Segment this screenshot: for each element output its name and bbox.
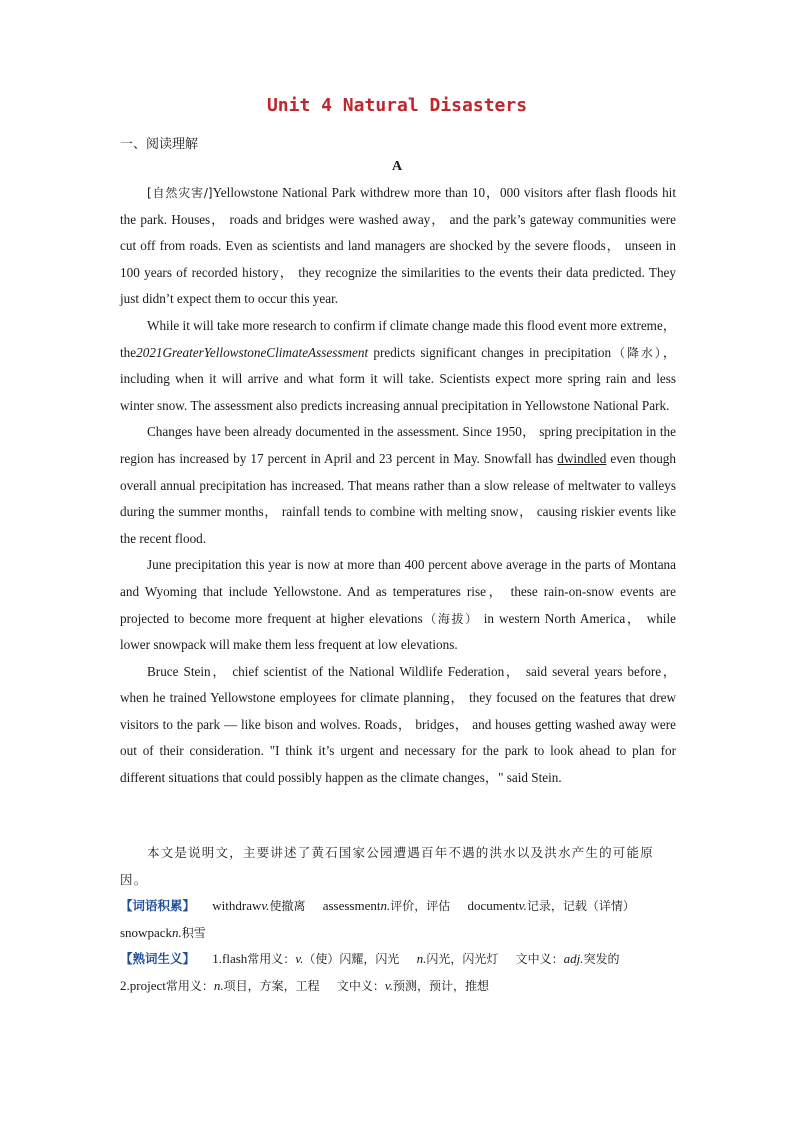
polysemy-def: 项目，方案，工程 bbox=[223, 978, 320, 993]
vocab-word: document bbox=[467, 898, 519, 914]
polysemy-pos: adj. bbox=[563, 951, 584, 967]
gloss-elevation: （海拔） bbox=[422, 611, 479, 626]
study-notes bbox=[120, 840, 676, 1000]
polysemy-def: 闪光，闪光灯 bbox=[426, 952, 499, 967]
polysemy-word: 2.project bbox=[120, 977, 166, 993]
paragraph-2 bbox=[120, 313, 676, 419]
topic-tag: [自然灾害/] bbox=[147, 186, 213, 200]
vocab-pos: n. bbox=[380, 898, 391, 914]
paragraph-4-text-a: June precipitation this year is now at more than 400 percent above average in the parts of Montana and Wyoming that include Yellowstone. And as temperatures rise， these rain-on-snow events are projected to become more frequent at higher elevations bbox=[120, 557, 676, 626]
vocab-def: 评价，评估 bbox=[390, 899, 451, 914]
passage-summary: 本文是说明文，主要讲述了黄石国家公园遭遇百年不遇的洪水以及洪水产生的可能原因。 bbox=[120, 845, 654, 887]
paragraph-1-text: Yellowstone National Park withdrew more than 10，000 visitors after flash floods hit the park. Houses， roads and bridges were washed away， and the park’s gateway communities were cut off from roads. Even as scientists and land managers are shocked by the severe floods， unseen in 100 years of recorded history， they recognize the similarities to the events their data predicted. They just didn’t expect them to occur this year. bbox=[120, 185, 676, 307]
polysemy-pos: n. bbox=[416, 951, 427, 967]
vocab-notes bbox=[120, 893, 676, 946]
paragraph-5-text: Bruce Stein， chief scientist of the National Wildlife Federation， said several years before， when he trained Yellowstone employees for climate planning， they focused on the features that drew visitors to the park — like bison and wolves. Roads， bridges， and houses getting washed away were out of their consideration. "I think it’s urgent and necessary for the park to look ahead to plan for different situations that could possibly happen as the climate changes，" said Stein. bbox=[120, 663, 676, 786]
paragraph-4 bbox=[120, 552, 676, 658]
vocab-pos: v. bbox=[518, 898, 527, 914]
paragraph-5 bbox=[120, 659, 676, 792]
vocab-def: 使撤离 bbox=[269, 899, 306, 914]
paragraph-2-text-a: While it will take more research to confirm if climate change made this flood event more extreme， the bbox=[120, 317, 676, 360]
vocab-def: 积雪 bbox=[181, 925, 206, 940]
paragraph-4-text-b: in western North America， while lower snowpack will make them less frequent at low elevations. bbox=[120, 610, 676, 653]
polysemy-pos: n. bbox=[213, 977, 224, 993]
polysemy-def: （使）闪耀，闪光 bbox=[303, 952, 400, 967]
paragraph-2-text-c: ， including when it will arrive and what form it will take. Scientists expect more spring rain and less winter snow. The assessment also predicts increasing annual precipitation in Yellowstone National Park. bbox=[120, 344, 676, 413]
vocab-def: 记录，记载（详情） bbox=[526, 899, 635, 914]
page-title: Unit 4 Natural Disasters bbox=[266, 95, 528, 116]
paragraph-3 bbox=[120, 419, 676, 552]
vocab-label: 【词语积累】 bbox=[120, 898, 196, 914]
polysemy-def: 突发的 bbox=[583, 952, 620, 967]
polysemy-word: 1.flash bbox=[212, 951, 248, 967]
section-heading: 一、阅读理解 bbox=[120, 137, 199, 152]
polysemy-notes-1 bbox=[120, 946, 676, 973]
underlined-word: dwindled bbox=[557, 450, 607, 466]
polysemy-notes-2 bbox=[120, 973, 676, 1000]
vocab-word: snowpack bbox=[120, 924, 172, 940]
polysemy-pos: v. bbox=[295, 951, 304, 967]
vocab-pos: n. bbox=[172, 924, 182, 940]
polysemy-pos: v. bbox=[384, 977, 393, 993]
common-meaning-label: 常用义： bbox=[165, 978, 214, 993]
context-meaning-label: 文中义： bbox=[515, 952, 564, 967]
common-meaning-label: 常用义： bbox=[247, 952, 296, 967]
vocab-word: withdraw bbox=[212, 898, 262, 914]
passage-letter: A bbox=[391, 159, 403, 174]
vocab-word: assessment bbox=[322, 898, 381, 914]
context-meaning-label: 文中义： bbox=[336, 978, 385, 993]
passage-body bbox=[120, 180, 676, 792]
polysemy-label: 【熟词生义】 bbox=[120, 951, 196, 967]
paragraph-3-text-b: even though overall annual precipitation has increased. That means rather than a slow release of meltwater to valleys during the summer months， rainfall tends to combine with melting snow， causing riskier events like the recent flood. bbox=[120, 450, 676, 546]
assessment-title: 2021GreaterYellowstoneClimateAssessment bbox=[136, 344, 369, 360]
polysemy-def: 预测，预计，推想 bbox=[392, 978, 489, 993]
paragraph-1 bbox=[120, 180, 676, 313]
paragraph-2-text-b: predicts significant changes in precipitation bbox=[368, 344, 612, 360]
paragraph-3-text-a: Changes have been already documented in the assessment. Since 1950， spring precipitation in the region has increased by 17 percent in April and 23 percent in May. Snowfall has bbox=[120, 424, 676, 466]
vocab-pos: v. bbox=[261, 898, 270, 914]
gloss-precipitation: （降水） bbox=[611, 345, 663, 360]
